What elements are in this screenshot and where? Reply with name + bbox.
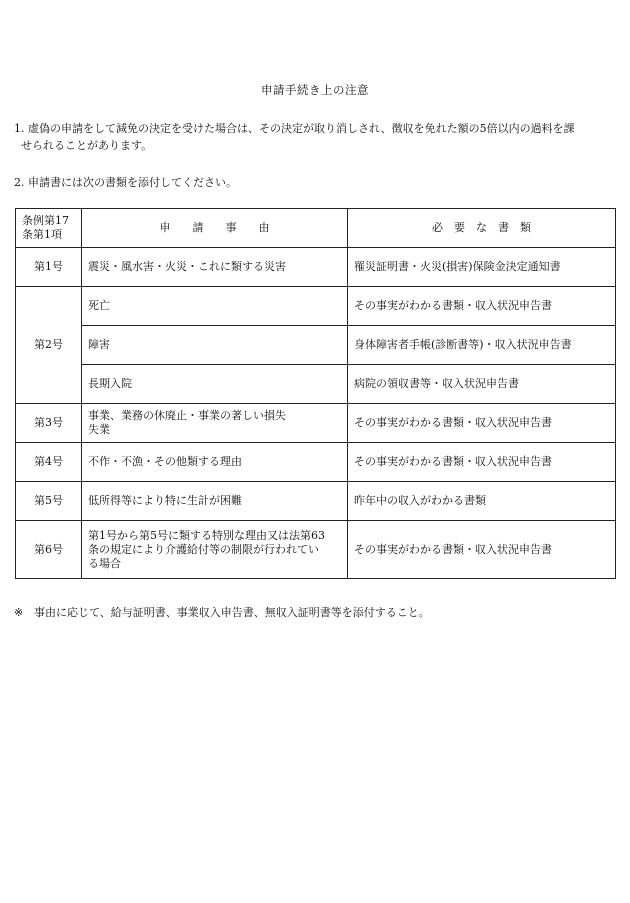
- reason-cell: 長期入院: [82, 365, 348, 404]
- requirements-table: [15, 208, 616, 579]
- table-row: [16, 326, 616, 365]
- table-row: [16, 404, 616, 443]
- reason-cell: [82, 404, 348, 443]
- note-1-line-2: せられることがあります。: [21, 139, 153, 152]
- documents-cell: その事実がわかる書類・収入状況申告書: [348, 521, 616, 579]
- table-row: [16, 443, 616, 482]
- reason-cell: 障害: [82, 326, 348, 365]
- documents-cell: その事実がわかる書類・収入状況申告書: [348, 443, 616, 482]
- table-row: [16, 287, 616, 326]
- reason-line: 第1号から第5号に類する特別な理由又は法第63: [88, 528, 325, 542]
- item-number: 第2号: [16, 287, 82, 404]
- documents-cell: 罹災証明書・火災(損害)保険金決定通知書: [348, 248, 616, 287]
- header-required-documents: 必 要 な 書 類: [348, 209, 616, 248]
- table-row: [16, 365, 616, 404]
- page-title: 申請手続き上の注意: [261, 83, 369, 97]
- reason-cell: 死亡: [82, 287, 348, 326]
- item-number: 第1号: [16, 248, 82, 287]
- reason-line: る場合: [88, 556, 121, 570]
- reason-line: 失業: [88, 423, 110, 436]
- note-false-application: [14, 120, 618, 154]
- reason-cell: 不作・不漁・その他類する理由: [82, 443, 348, 482]
- documents-cell: 身体障害者手帳(診断書等)・収入状況申告書: [348, 326, 616, 365]
- documents-cell: その事実がわかる書類・収入状況申告書: [348, 404, 616, 443]
- header-ordinance-line-1: 条例第17: [22, 214, 69, 227]
- reason-cell: 震災・風水害・火災・これに類する災害: [82, 248, 348, 287]
- item-number: 第6号: [16, 521, 82, 579]
- footnote: [14, 604, 618, 620]
- reason-line: 条の規定により介護給付等の制限が行われてい: [88, 542, 319, 556]
- item-number: 第3号: [16, 404, 82, 443]
- footnote-text: 事由に応じて、給与証明書、事業収入申告書、無収入証明書等を添付すること。: [34, 606, 430, 619]
- table-row: [16, 248, 616, 287]
- reason-line: 事業、業務の休廃止・事業の著しい損失: [88, 409, 286, 422]
- item-number: 第5号: [16, 482, 82, 521]
- note-attach-documents: 2. 申請書には次の書類を添付してください。: [14, 176, 237, 189]
- table-header-row: [16, 209, 616, 248]
- documents-cell: その事実がわかる書類・収入状況申告書: [348, 287, 616, 326]
- table-row: [16, 482, 616, 521]
- documents-cell: 病院の領収書等・収入状況申告書: [348, 365, 616, 404]
- note-1-line-1: 1. 虚偽の申請をして減免の決定を受けた場合は、その決定が取り消しされ、徴収を免れた額の5倍以内の過料を課: [14, 122, 575, 135]
- header-application-reason: 申 請 事 由: [82, 209, 348, 248]
- reason-cell: [82, 521, 348, 579]
- header-ordinance-item: [16, 209, 82, 248]
- item-number: 第4号: [16, 443, 82, 482]
- reference-mark: ※: [14, 606, 24, 619]
- table-row: [16, 521, 616, 579]
- header-ordinance-line-2: 条第1項: [22, 228, 62, 241]
- documents-cell: 昨年中の収入がわかる書類: [348, 482, 616, 521]
- reason-cell: 低所得等により特に生計が困難: [82, 482, 348, 521]
